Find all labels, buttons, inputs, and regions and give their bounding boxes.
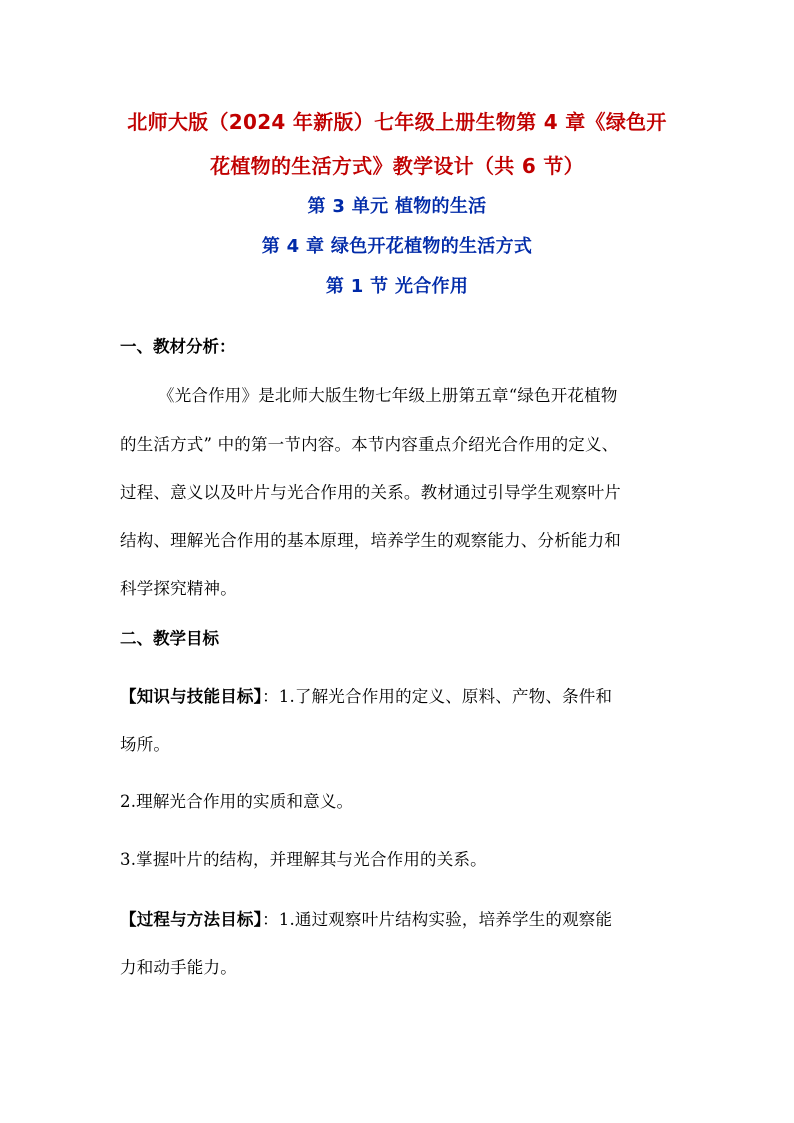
unit-title: 第 3 单元 植物的生活 [307, 196, 487, 217]
knowledge-objective-label: 【知识与技能目标】 [120, 687, 263, 706]
document-title-line-1: 北师大版（2024 年新版）七年级上册生物第 4 章《绿色开 [127, 110, 667, 134]
objectives-heading: 二、教学目标 [120, 629, 219, 648]
analysis-line-2: 的生活方式” 中的第一节内容。本节内容重点介绍光合作用的定义、 [120, 435, 619, 454]
objective-item-3: 3.掌握叶片的结构，并理解其与光合作用的关系。 [120, 850, 487, 869]
process-objective-line-2: 力和动手能力。 [120, 958, 237, 977]
knowledge-objective-line-2: 场所。 [120, 735, 171, 754]
analysis-heading: 一、教材分析： [120, 337, 236, 356]
analysis-line-5: 科学探究精神。 [120, 579, 237, 598]
analysis-line-1: 《光合作用》是北师大版生物七年级上册第五章“绿色开花植物 [158, 386, 618, 405]
section-title: 第 1 节 光合作用 [325, 276, 469, 297]
chapter-title: 第 4 章 绿色开花植物的生活方式 [261, 236, 533, 257]
objective-item-2: 2.理解光合作用的实质和意义。 [120, 792, 354, 811]
document-title-line-2: 花植物的生活方式》教学设计（共 6 节） [210, 154, 584, 178]
process-objective-text: ：1.通过观察叶片结构实验，培养学生的观察能 [262, 910, 613, 929]
analysis-line-4: 结构、理解光合作用的基本原理，培养学生的观察能力、分析能力和 [120, 531, 621, 550]
knowledge-objective-text: ：1.了解光合作用的定义、原料、产物、条件和 [262, 687, 613, 706]
process-objective-line-1 [120, 906, 612, 930]
process-objective-label: 【过程与方法目标】 [120, 910, 263, 929]
knowledge-objective-line-1 [120, 683, 612, 707]
analysis-line-3: 过程、意义以及叶片与光合作用的关系。教材通过引导学生观察叶片 [120, 483, 621, 502]
